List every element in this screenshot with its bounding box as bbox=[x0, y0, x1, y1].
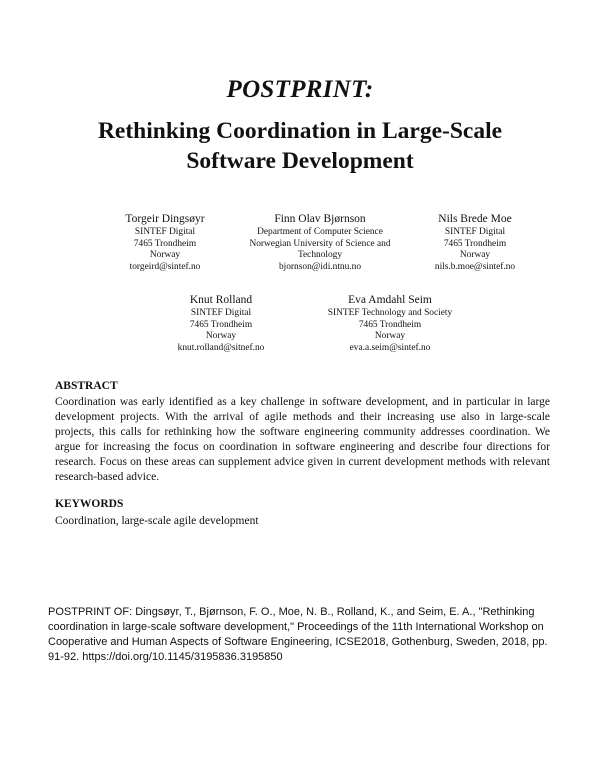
keywords-heading: KEYWORDS bbox=[55, 498, 124, 510]
author-name: Knut Rolland bbox=[189, 294, 253, 306]
author-name: Finn Olav Bjørnson bbox=[274, 213, 366, 225]
author-affiliation: Norwegian University of Science and bbox=[249, 238, 391, 249]
author-address: 7465 Trondheim bbox=[358, 319, 422, 330]
author-email: bjornson@idi.ntnu.no bbox=[278, 261, 362, 272]
author-affiliation: SINTEF Digital bbox=[190, 308, 252, 318]
author-block bbox=[141, 293, 301, 354]
keywords-text: Coordination, large-scale agile development bbox=[55, 515, 259, 527]
author-address: 7465 Trondheim bbox=[133, 238, 197, 249]
paper-title bbox=[0, 116, 600, 176]
author-name: Nils Brede Moe bbox=[438, 213, 512, 225]
abstract-section bbox=[55, 379, 550, 485]
abstract-heading: ABSTRACT bbox=[55, 380, 118, 392]
author-block bbox=[300, 293, 480, 354]
author-affiliation: Department of Computer Science bbox=[257, 227, 383, 237]
title-line: Rethinking Coordination in Large-Scale bbox=[97, 118, 503, 144]
abstract-text: Coordination was early identified as a key challenge in software development, and in particular in large development projects. With the arrival of agile methods and their increasing use also in large-scale projects, this calls for rethinking how the software engineering community addresses coordination. We argue for increasing the focus on coordination in software engineering and describe four directions for research. Focus on these areas can supplement advice given in current development methods with relevant research-based advice. bbox=[55, 396, 550, 483]
author-block bbox=[220, 212, 420, 273]
author-address: 7465 Trondheim bbox=[189, 319, 253, 330]
author-address: 7465 Trondheim bbox=[443, 238, 507, 249]
author-block bbox=[395, 212, 555, 273]
author-affiliation: SINTEF Digital bbox=[134, 227, 196, 237]
author-email: knut.rolland@sitnef.no bbox=[177, 342, 265, 353]
author-email: eva.a.seim@sintef.no bbox=[349, 342, 431, 353]
author-country: Norway bbox=[149, 250, 181, 260]
author-name: Torgeir Dingsøyr bbox=[125, 213, 205, 225]
postprint-label: POSTPRINT: bbox=[226, 76, 374, 103]
author-affiliation: SINTEF Technology and Society bbox=[327, 308, 453, 318]
author-name: Eva Amdahl Seim bbox=[348, 294, 432, 306]
keywords-section bbox=[55, 497, 550, 529]
author-country: Norway bbox=[205, 331, 237, 341]
author-affiliation: Technology bbox=[297, 250, 343, 260]
author-email: torgeird@sintef.no bbox=[129, 261, 201, 272]
author-country: Norway bbox=[459, 250, 491, 260]
author-country: Norway bbox=[374, 331, 406, 341]
postprint-citation: POSTPRINT OF: Dingsøyr, T., Bjørnson, F. O., Moe, N. B., Rolland, K., and Seim, E. A., "Rethinking coordination in large-scale software development," Proceedings of the 11th International Workshop on Cooperative and Human Aspects of Software Engineering, ICSE2018, Gothenburg, Sweden, 2018, pp. 91-92. https://doi.org/10.1145/3195836.3195850 bbox=[48, 606, 548, 663]
title-line: Software Development bbox=[186, 148, 414, 174]
author-affiliation: SINTEF Digital bbox=[444, 227, 506, 237]
author-email: nils.b.moe@sintef.no bbox=[434, 261, 516, 272]
